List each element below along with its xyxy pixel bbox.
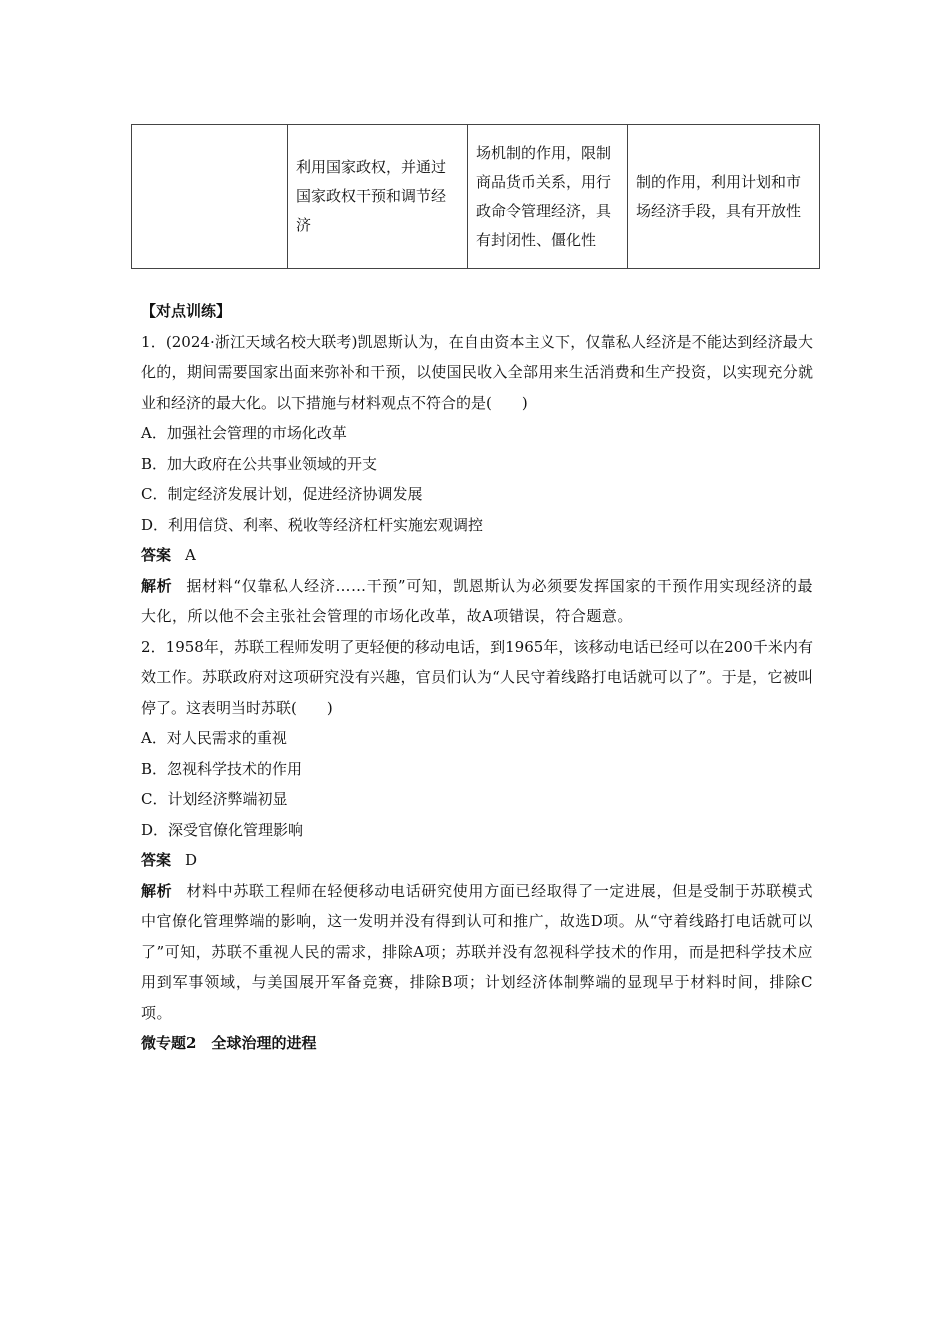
analysis-text: 材料中苏联工程师在轻便移动电话研究使用方面已经取得了一定进展，但是受制于苏联模式中官僚化管理弊端的影响，这一发明并没有得到认可和推广，故选D项。从“守着线路打电话就可以了”可知，苏联不重视人民的需求，排除A项；苏联并没有忽视科学技术的作用，而是把科学技术应用到军事领域，与美国展开军备竞赛，排除B项；计划经济体制弊端的显现早于材料时间，排除C项。 bbox=[141, 881, 813, 1022]
question-2-option-a: A．对人民需求的重视 bbox=[141, 729, 287, 747]
subtopic-heading: 微专题2 全球治理的进程 bbox=[141, 1034, 317, 1052]
question-1-stem: 1．(2024·浙江天域名校大联考)凯恩斯认为，在自由资本主义下，仅靠私人经济是不能达到经济最大化的，期间需要国家出面来弥补和干预，以使国民收入全部用来生活消费和生产投资，以实现充分就业和经济的最大化。以下措施与材料观点不符合的是( ) bbox=[141, 332, 813, 412]
answer-label: 答案 bbox=[141, 546, 172, 564]
question-1-option-a: A．加强社会管理的市场化改革 bbox=[141, 424, 347, 442]
exercise-content bbox=[141, 296, 813, 1059]
table-cell: 制的作用，利用计划和市场经济手段，具有开放性 bbox=[628, 125, 820, 269]
answer-value: D bbox=[185, 851, 198, 869]
answer-label: 答案 bbox=[141, 851, 172, 869]
question-2-option-c: C．计划经济弊端初显 bbox=[141, 790, 288, 808]
analysis-label: 解析 bbox=[141, 881, 173, 900]
section-title: 【对点训练】 bbox=[141, 302, 232, 320]
question-1-analysis bbox=[141, 571, 813, 632]
answer-value: A bbox=[185, 546, 196, 564]
analysis-text: 据材料“仅靠私人经济……干预”可知，凯恩斯认为必须要发挥国家的干预作用实现经济的最大化，所以他不会主张社会管理的市场化改革，故A项错误，符合题意。 bbox=[141, 576, 813, 625]
question-1-option-d: D．利用信贷、利率、税收等经济杠杆实施宏观调控 bbox=[141, 515, 484, 534]
question-2-analysis bbox=[141, 876, 813, 1029]
analysis-label: 解析 bbox=[141, 576, 173, 595]
table-cell bbox=[132, 125, 288, 269]
question-2-answer bbox=[141, 845, 813, 876]
question-2-option-b: B．忽视科学技术的作用 bbox=[141, 759, 303, 778]
comparison-table bbox=[131, 124, 820, 269]
question-1-answer bbox=[141, 540, 813, 571]
question-1-option-b: B．加大政府在公共事业领域的开支 bbox=[141, 454, 378, 473]
question-2-option-d: D．深受官僚化管理影响 bbox=[141, 820, 304, 839]
question-2-stem: 2．1958年，苏联工程师发明了更轻便的移动电话，到1965年，该移动电话已经可以在200千米内有效工作。苏联政府对这项研究没有兴趣，官员们认为“人民守着线路打电话就可以了”。于是，它被叫停了。这表明当时苏联( ) bbox=[141, 637, 813, 717]
table-cell: 利用国家政权，并通过国家政权干预和调节经济 bbox=[288, 125, 468, 269]
question-1-option-c: C．制定经济发展计划，促进经济协调发展 bbox=[141, 485, 423, 503]
table-cell: 场机制的作用，限制商品货币关系，用行政命令管理经济，具有封闭性、僵化性 bbox=[468, 125, 628, 269]
table-row bbox=[132, 125, 820, 269]
